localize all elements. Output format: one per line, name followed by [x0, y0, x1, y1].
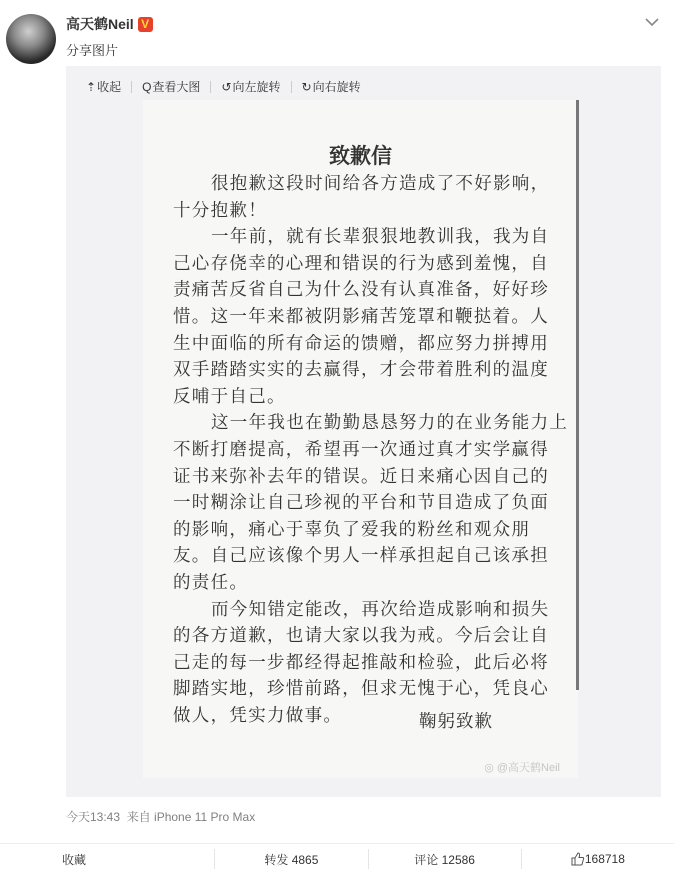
letter-line: 证书来弥补去年的错误。近日来痛心因自己的 — [173, 465, 549, 486]
letter-line: 责痛苦反省自己为什么没有认真准备，好好珍 — [173, 279, 549, 300]
letter-title: 致歉信 — [329, 145, 392, 168]
view-large-label: 查看大图 — [152, 80, 201, 94]
collapse-button[interactable] — [86, 78, 121, 95]
like-button[interactable] — [521, 849, 674, 869]
author-link[interactable]: 高天鹤Neil — [66, 16, 134, 32]
letter-body — [173, 170, 569, 728]
letter-line: 一年前，就有长辈狠狠地教训我，我为自 — [211, 226, 550, 247]
rotate-left-button[interactable] — [221, 78, 280, 95]
rotate-left-label: 向左旋转 — [232, 80, 281, 94]
letter-line: 己心存侥幸的心理和错误的行为感到羞愧，自 — [173, 252, 549, 273]
action-bar — [0, 843, 674, 873]
letter-line: 惜。这一年来都被阴影痛苦笼罩和鞭挞着。人 — [173, 305, 549, 326]
search-icon: Q — [142, 79, 152, 94]
letter-line: 这一年我也在勤勤恳恳努力的在业务能力上 — [211, 412, 569, 433]
post-meta — [66, 808, 255, 825]
letter-line: 生中面临的所有命运的馈赠，都应努力拼搏用 — [173, 332, 549, 353]
letter-line: 很抱歉这段时间给各方造成了不好影响， — [211, 173, 550, 193]
collapse-label: 收起 — [97, 80, 122, 94]
timestamp[interactable]: 今天13:43 — [66, 810, 121, 824]
letter-line: 己走的每一步都经得起推敲和检验，此后必将 — [173, 651, 549, 672]
rotate-right-icon: ↻ — [301, 79, 312, 94]
like-count: 168718 — [584, 852, 625, 866]
thumbs-up-icon — [571, 852, 585, 866]
chevron-down-icon[interactable] — [642, 12, 662, 32]
divider — [210, 81, 211, 93]
letter-line: 的影响，痛心于辜负了爱我的粉丝和观众朋 — [173, 518, 531, 539]
comment-label: 评论 12586 — [414, 852, 475, 867]
favorite-button[interactable] — [0, 849, 214, 869]
letter-line: 的各方道歉，也请大家以我为戒。今后会让自 — [173, 625, 549, 646]
image-toolbar — [86, 78, 361, 95]
source: 来自 iPhone 11 Pro Max — [126, 810, 256, 824]
collapse-icon: ⇡ — [86, 79, 97, 94]
letter-line: 不断打磨提高，希望再一次通过真才实学赢得 — [173, 438, 549, 459]
repost-label: 转发 4865 — [264, 852, 319, 867]
avatar[interactable] — [6, 14, 56, 64]
image-edge-line — [576, 100, 579, 690]
divider — [291, 81, 292, 93]
divider — [131, 81, 132, 93]
favorite-label: 收藏 — [62, 852, 87, 867]
letter-line: 友。自己应该像个男人一样承担起自己该承担 — [173, 545, 549, 566]
letter-line: 而今知错定能改，再次给造成影响和损失 — [211, 598, 550, 619]
watermark: ◎ @高天鹤Neil — [484, 762, 560, 774]
author-name[interactable] — [66, 14, 153, 34]
rotate-left-icon: ↺ — [221, 79, 232, 94]
comment-button[interactable] — [368, 849, 521, 869]
repost-button[interactable] — [214, 849, 367, 869]
view-large-button[interactable] — [142, 78, 200, 95]
image-viewer — [66, 66, 661, 797]
verified-badge-icon: V — [138, 17, 153, 32]
letter-line: 做人，凭实力做事。 — [173, 704, 343, 725]
letter-line: 一时糊涂让自己珍视的平台和节目造成了负面 — [173, 492, 549, 513]
post-text: 分享图片 — [66, 43, 119, 58]
letter-line: 十分抱歉！ — [173, 199, 267, 220]
rotate-right-button[interactable] — [302, 78, 361, 95]
rotate-right-label: 向右旋转 — [312, 80, 361, 94]
letter-image[interactable] — [143, 100, 578, 778]
letter-line: 的责任。 — [173, 571, 249, 592]
watermark-text: @高天鹤Neil — [496, 762, 560, 774]
letter-line: 脚踏实地，珍惜前路，但求无愧于心，凭良心 — [173, 678, 549, 699]
letter-line: 双手踏踏实实的去赢得，才会带着胜利的温度 — [173, 359, 549, 380]
letter-line: 反哺于自己。 — [173, 385, 286, 406]
letter-signature: 鞠躬致歉 — [419, 711, 493, 731]
